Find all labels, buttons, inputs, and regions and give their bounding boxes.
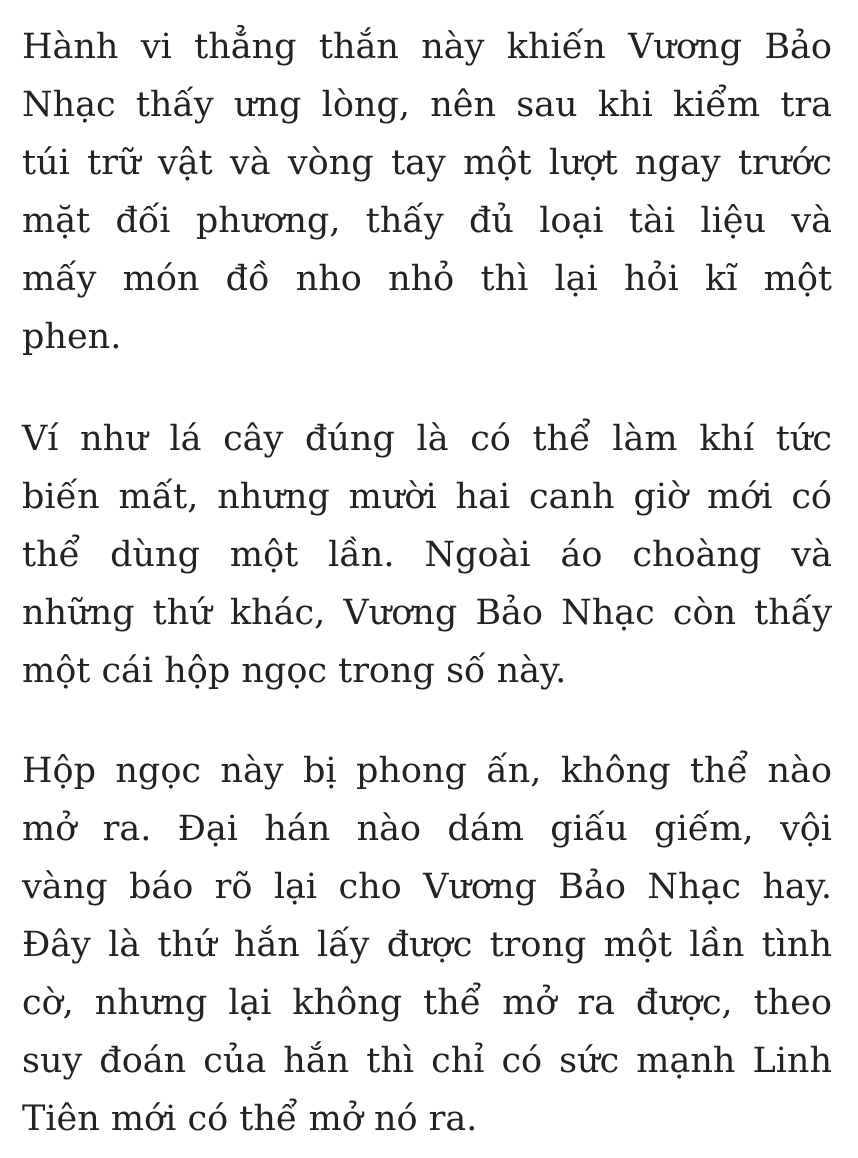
text-line: mặt đối phương, thấy đủ loại tài liệu và xyxy=(22,201,832,241)
text-line: suy đoán của hắn thì chỉ có sức mạnh Linh xyxy=(22,1041,832,1081)
text-line: Tiên mới có thể mở nó ra. xyxy=(22,1099,478,1139)
text-line: Hộp ngọc này bị phong ấn, không thể nào xyxy=(22,751,832,791)
paragraph-1 xyxy=(22,18,832,366)
text-line: Hành vi thẳng thắn này khiến Vương Bảo xyxy=(22,27,832,67)
paragraph-3 xyxy=(22,742,832,1148)
text-line: phen. xyxy=(22,317,122,357)
text-line: cờ, nhưng lại không thể mở ra được, theo xyxy=(22,983,832,1023)
text-line: vàng báo rõ lại cho Vương Bảo Nhạc hay. xyxy=(22,867,832,907)
text-line: thể dùng một lần. Ngoài áo choàng và xyxy=(22,535,832,575)
text-line: mấy món đồ nho nhỏ thì lại hỏi kĩ một xyxy=(22,259,832,299)
text-line: Ví như lá cây đúng là có thể làm khí tức xyxy=(22,419,832,459)
text-line: túi trữ vật và vòng tay một lượt ngay trước xyxy=(22,143,832,183)
text-line: mở ra. Đại hán nào dám giấu giếm, vội xyxy=(22,809,832,849)
text-line: Nhạc thấy ưng lòng, nên sau khi kiểm tra xyxy=(22,85,832,125)
text-line: Đây là thứ hắn lấy được trong một lần tình xyxy=(22,925,832,965)
text-line: những thứ khác, Vương Bảo Nhạc còn thấy xyxy=(22,593,832,633)
paragraph-2 xyxy=(22,410,832,700)
text-line: một cái hộp ngọc trong số này. xyxy=(22,651,567,691)
text-line: biến mất, nhưng mười hai canh giờ mới có xyxy=(22,477,832,517)
